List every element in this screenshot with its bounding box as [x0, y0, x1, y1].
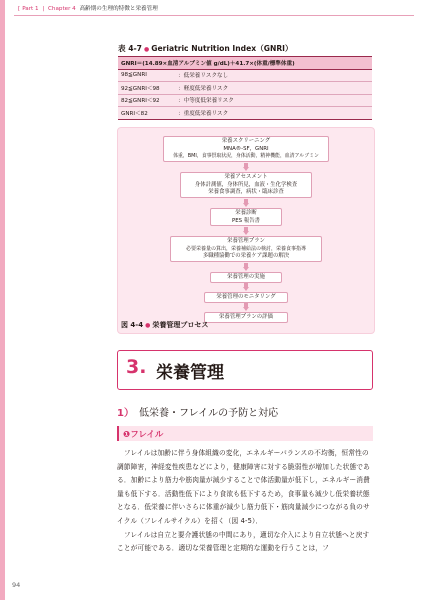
paragraph: フレイルは自立と要介護状態の中間にあり，適切な介入により自立状態へと戻すことが可能である．適切な栄養管理と定期的な運動を行うことは，フ [117, 530, 370, 553]
table-cell-range: GNRI＜82 [121, 110, 148, 117]
down-arrow-icon [243, 303, 249, 311]
subsection-heading [117, 404, 278, 419]
gnri-formula: GNRI＝(14.89×血清アルブミン値 g/dL)＋41.7×(体重/標準体重) [121, 60, 295, 67]
table-row [118, 107, 372, 120]
bullet-icon: ● [143, 46, 150, 53]
nutrition-process-figure [117, 127, 375, 334]
flow-step-title: 栄養アセスメント [224, 174, 268, 180]
table-cell-label: ：軽度低栄養リスク [178, 85, 229, 92]
flow-step-plan [170, 236, 322, 262]
body-text [117, 447, 375, 556]
flow-step-monitoring [204, 292, 288, 303]
table-caption [118, 43, 293, 54]
table-number: 表 4-7 [118, 44, 142, 53]
page-number: 94 [12, 581, 21, 589]
header-divider: | [42, 6, 45, 12]
table-row [118, 82, 372, 95]
section-number: 3. [126, 356, 147, 378]
down-arrow-icon [243, 227, 249, 235]
flow-step-diagnosis [210, 208, 282, 226]
table-row [118, 70, 372, 83]
flow-step-detail: 栄養食事調査，病状・臨床診査 [208, 189, 284, 195]
header-chapter: Chapter 4 [48, 6, 76, 12]
subsection-number: 1） [117, 408, 134, 419]
flow-step-detail: MNA®-SF，GNRI [223, 145, 269, 152]
subsubsection-title: ❶フレイル [123, 430, 164, 440]
flow-step-detail: 多職種協働での栄養ケア課題の解決 [202, 253, 290, 259]
flow-step-detail: 必要栄養量の算出，栄養補給法の検討，栄養食事指導 [185, 245, 306, 252]
header-title: 高齢期の生理的特徴と栄養管理 [79, 6, 158, 12]
flow-step-detail: 体重，BMI，食事摂取状況，身体活動，精神機能，血清アルブミン [173, 153, 319, 159]
flow-step-title: 栄養診断 [235, 210, 257, 216]
table-title: Geriatric Nutrition Index（GNRI） [151, 44, 293, 53]
flow-step-title: 栄養スクリーニング [221, 138, 271, 144]
gnri-table [118, 56, 372, 120]
running-header [16, 4, 158, 12]
flow-step-detail: PES 報告書 [232, 217, 260, 224]
section-heading [117, 350, 373, 390]
down-arrow-icon [243, 263, 249, 271]
down-arrow-icon [243, 163, 249, 171]
header-rule [14, 15, 414, 16]
flow-step-title: 栄養管理の実施 [227, 274, 265, 280]
table-header-row [118, 56, 372, 70]
table-cell-label: ：低栄養リスクなし [178, 73, 229, 80]
header-bracket: [ [18, 6, 21, 12]
figure-caption [121, 320, 208, 330]
flow-step-title: 栄養管理プラン [227, 238, 265, 244]
flow-step-title: 栄養管理プランの評価 [219, 314, 273, 320]
flow-step-evaluation [204, 312, 288, 323]
flow-step-detail: 身体計測値，身体所見，血液・生化学検査 [194, 181, 298, 188]
table-cell-label: ：重度低栄養リスク [178, 110, 229, 117]
section-title: 栄養管理 [156, 363, 224, 383]
figure-title: 栄養管理プロセス [152, 321, 209, 329]
bullet-icon: ● [145, 322, 151, 329]
flow-step-implementation [210, 272, 282, 283]
flow-step-assessment [180, 172, 312, 198]
flow-step-screening [163, 136, 329, 162]
paragraph: フレイルは加齢に伴う身体組織の変化，エネルギーバランスの不均衡，恒常性の調節障害，神経変性疾患などにより，健康障害に対する脆弱性が増加した状態である．加齢により筋力や筋肉量が減少することで体活動量が低下し，エネルギー消費量も低下する．活動性低下により食欲も低下するため，食事量も減少し低栄養状態となる．低栄養に伴いさらに体重が減少し筋力低下・筋肉量減少につながる負のサイクル（フレイルサイクル）を招く（図 4-5）． [117, 449, 370, 525]
flow-step-title: 栄養管理のモニタリング [216, 294, 276, 300]
table-cell-range: 82≦GNRI＜92 [121, 98, 160, 105]
down-arrow-icon [243, 283, 249, 291]
side-color-bar [0, 0, 5, 600]
figure-number: 図 4-4 [121, 321, 144, 329]
header-part: Part 1 [22, 6, 39, 12]
subsubsection-bar [117, 426, 373, 441]
subsection-title: 低栄養・フレイルの予防と対応 [138, 408, 279, 419]
table-cell-range: 92≦GNRI＜98 [121, 85, 160, 92]
down-arrow-icon [243, 199, 249, 207]
table-row [118, 95, 372, 108]
table-cell-range: 98≦GNRI [121, 72, 147, 79]
table-cell-label: ：中等度低栄養リスク [178, 98, 234, 105]
